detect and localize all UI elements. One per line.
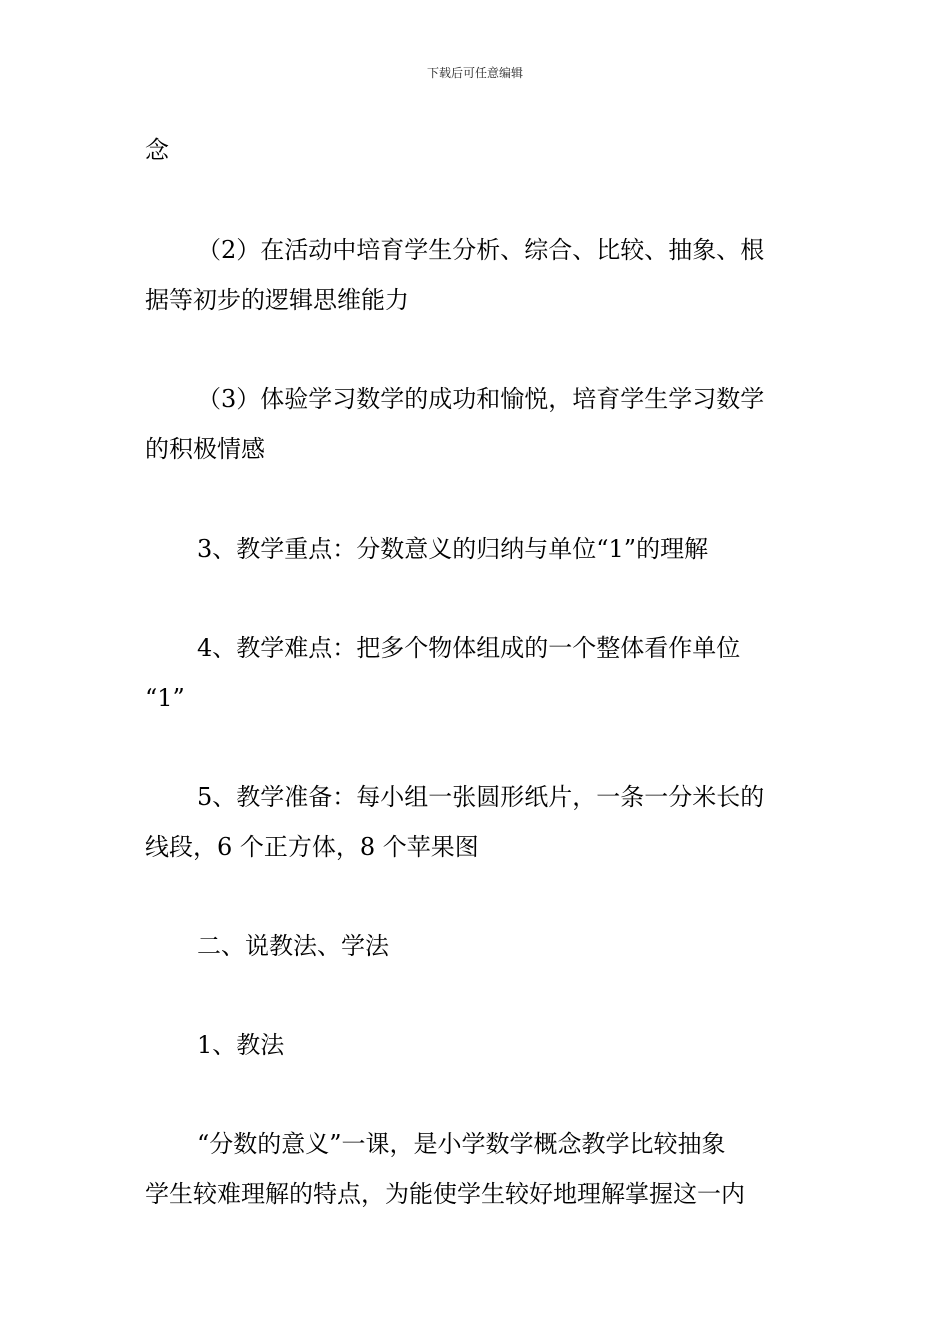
subsection-heading bbox=[145, 1020, 810, 1070]
text-line: （3）体验学习数学的成功和愉悦，培育学生学习数学 bbox=[197, 385, 765, 413]
paragraph-method bbox=[145, 1119, 810, 1219]
paragraph-difficulty bbox=[145, 623, 810, 723]
text-line: 1、教法 bbox=[197, 1031, 285, 1059]
paragraph-continuation bbox=[145, 125, 810, 175]
section-heading bbox=[145, 921, 810, 971]
text-line: 3、教学重点：分数意义的归纳与单位“1”的理解 bbox=[197, 535, 709, 563]
paragraph-preparation bbox=[145, 772, 810, 872]
paragraph-key-point bbox=[145, 524, 810, 574]
paragraph-objective-2 bbox=[145, 225, 810, 325]
text-line: “1” bbox=[145, 684, 185, 712]
text-line: 据等初步的逻辑思维能力 bbox=[145, 286, 409, 314]
text-line: 线段，6 个正方体，8 个苹果图 bbox=[145, 833, 479, 861]
text-line: 的积极情感 bbox=[145, 435, 265, 463]
text-line: 学生较难理解的特点，为能使学生较好地理解掌握这一内 bbox=[145, 1180, 745, 1208]
paragraph-objective-3 bbox=[145, 374, 810, 474]
text-line: 5、教学准备：每小组一张圆形纸片，一条一分米长的 bbox=[197, 783, 765, 811]
text-line: 二、说教法、学法 bbox=[197, 932, 389, 960]
page-header: 下载后可任意编辑 bbox=[426, 66, 523, 80]
text-line: 念 bbox=[145, 136, 169, 164]
text-line: （2）在活动中培育学生分析、综合、比较、抽象、根 bbox=[197, 236, 765, 264]
text-line: 4、教学难点：把多个物体组成的一个整体看作单位 bbox=[197, 634, 741, 662]
text-line: “分数的意义”一课，是小学数学概念教学比较抽象 bbox=[197, 1130, 726, 1158]
